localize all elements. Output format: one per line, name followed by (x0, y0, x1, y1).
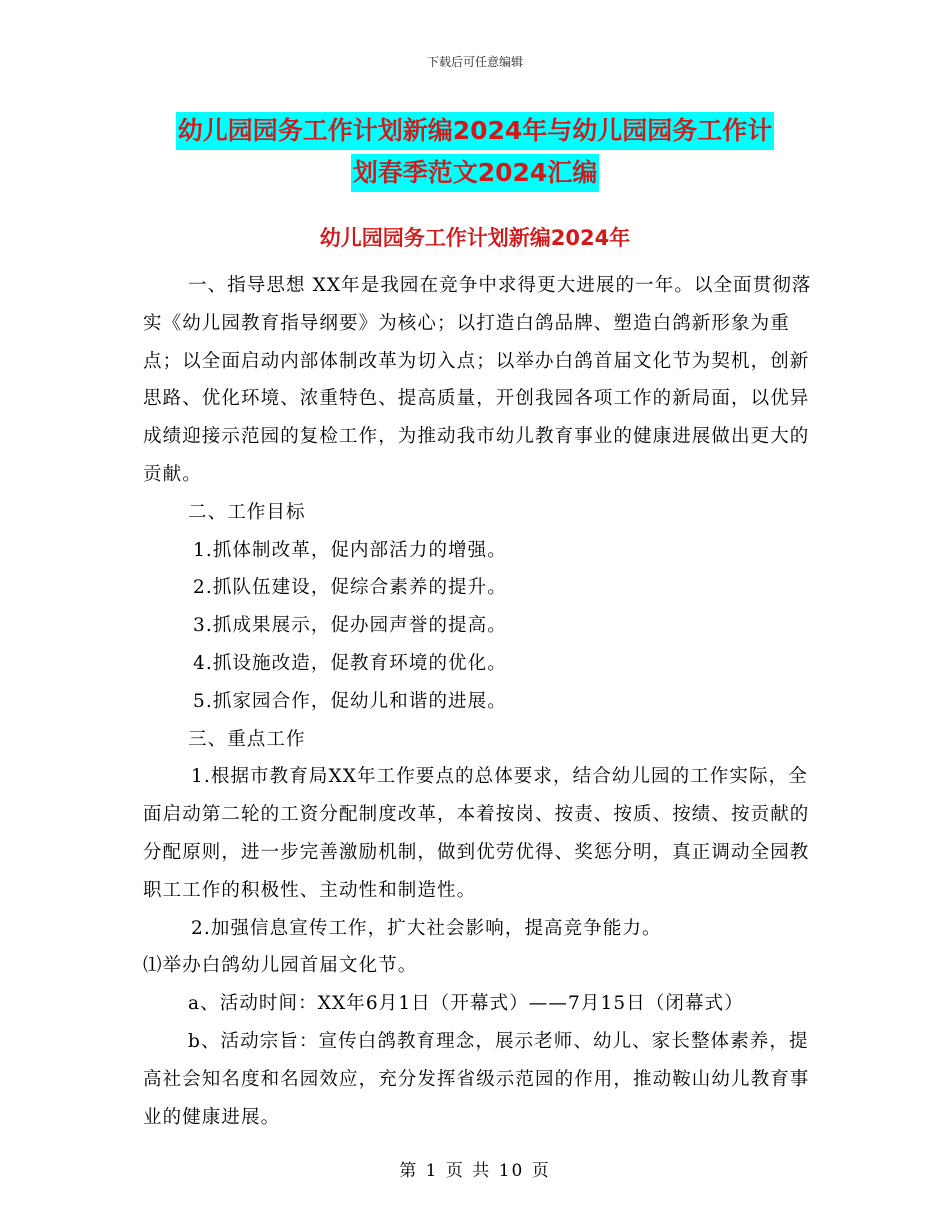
section-title: 幼儿园园务工作计划新编2024年 (319, 226, 631, 250)
heading-key-work: 三、重点工作 (188, 728, 306, 750)
goal-item: 4.抓设施改造，促教育环境的优化。 (193, 652, 507, 674)
goal-item: 5.抓家园合作，促幼儿和谐的进展。 (193, 690, 507, 712)
paragraph-guiding-ideology: 一、指导思想 XX年是我园在竞争中求得更大进展的一年。以全面贯彻落实《幼儿园教育指导纲要》为核心；以打造白鸽品牌、塑造白鸽新形象为重点；以全面启动内部体制改革为切入点；以举办白鸽首届文化节为契机，创新思路、优化环境、浓重特色、提高质量，开创我园各项工作的新局面，以优异成绩迎接示范园的复检工作，为推动我市幼儿教育事业的健康进展做出更大的贡献。 (143, 275, 812, 485)
document-title (0, 112, 950, 192)
title-line-1: 幼儿园园务工作计划新编2024年与幼儿园园务工作计 (176, 112, 775, 150)
page-footer: 第 1 页 共 10 页 (399, 1161, 551, 1181)
paragraph-activity-purpose: b、活动宗旨：宣传白鸽教育理念，展示老师、幼儿、家长整体素养，提高社会知名度和名园效应，充分发挥省级示范园的作用，推动鞍山幼儿教育事业的健康进展。 (143, 1030, 810, 1128)
paragraph-activity-time: a、活动时间：XX年6月1日（开幕式）——7月15日（闭幕式） (188, 993, 744, 1015)
document-body (143, 267, 813, 1136)
paragraph-key-work-2: 2.加强信息宣传工作，扩大社会影响，提高竞争能力。 (191, 917, 662, 939)
goal-item: 1.抓体制改革，促内部活力的增强。 (193, 539, 507, 561)
goal-item: 2.抓队伍建设，促综合素养的提升。 (193, 577, 507, 599)
title-line-2: 划春季范文2024汇编 (351, 154, 600, 192)
goal-item: 3.抓成果展示，促办园声誉的提高。 (193, 615, 507, 637)
paragraph-key-work-1: 1.根据市教育局XX年工作要点的总体要求，结合幼儿园的工作实际，全面启动第二轮的工资分配制度改革，本着按岗、按责、按质、按绩、按贡献的分配原则，进一步完善激励机制，做到优劳优得、奖惩分明，真正调动全园教职工工作的积极性、主动性和制造性。 (143, 766, 810, 901)
page-header: 下载后可任意编辑 (426, 55, 523, 69)
heading-work-goals: 二、工作目标 (188, 501, 306, 523)
paragraph-culture-festival: ⑴举办白鸽幼儿园首届文化节。 (143, 955, 418, 977)
